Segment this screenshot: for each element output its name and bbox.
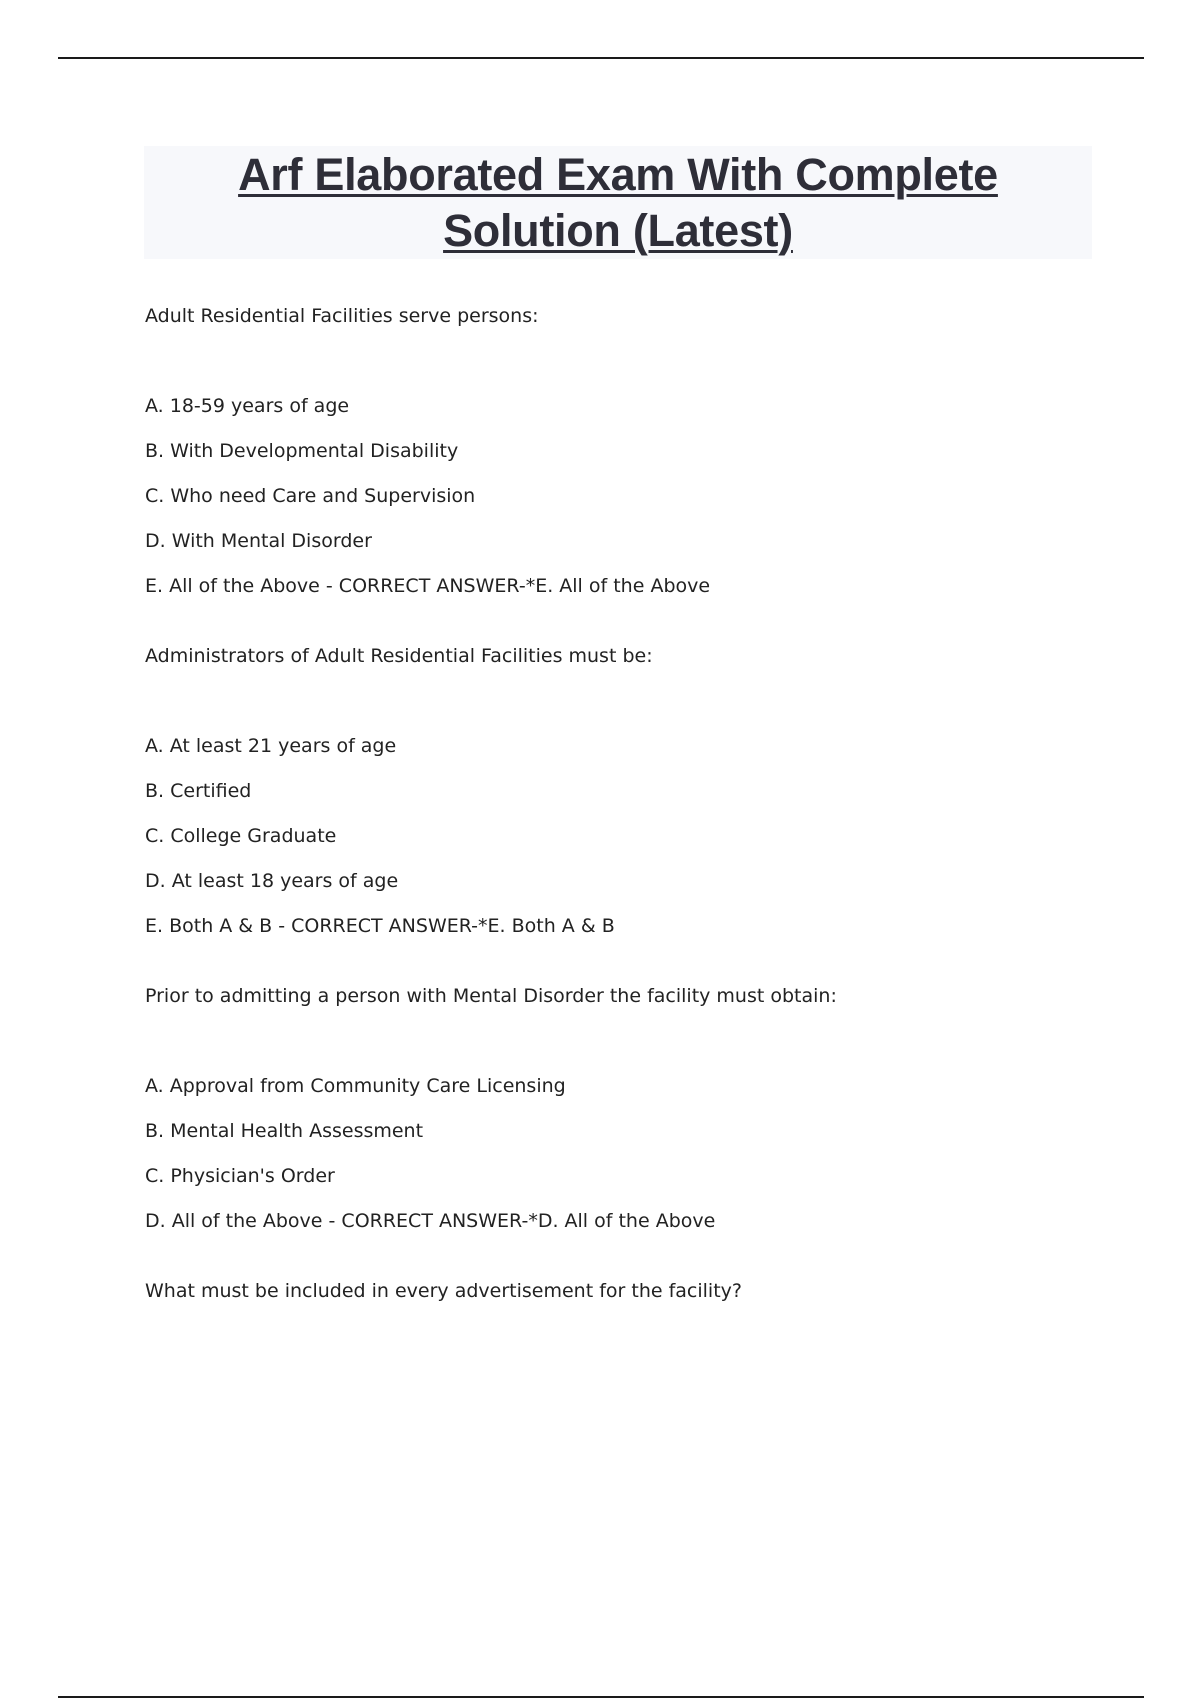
header-rule <box>58 57 1144 59</box>
answer-option-correct: D. All of the Above - CORRECT ANSWER-*D. All of the Above <box>145 1210 716 1232</box>
answer-options <box>145 1073 1145 1234</box>
question-text: What must be included in every advertisement for the facility? <box>145 1280 742 1302</box>
answer-option: A. Approval from Community Care Licensing <box>145 1075 566 1097</box>
answer-option: A. 18-59 years of age <box>145 395 350 417</box>
answer-option: C. College Graduate <box>145 825 337 847</box>
question-text: Administrators of Adult Residential Facilities must be: <box>145 645 653 667</box>
answer-options <box>145 393 1145 599</box>
answer-option: B. Mental Health Assessment <box>145 1120 424 1142</box>
answer-option: C. Who need Care and Supervision <box>145 485 476 507</box>
document-title: Arf Elaborated Exam With Complete Solution (Latest) <box>238 148 998 256</box>
answer-option: C. Physician's Order <box>145 1165 335 1187</box>
answer-option: A. At least 21 years of age <box>145 735 397 757</box>
title-banner <box>144 146 1092 259</box>
answer-option-correct: E. All of the Above - CORRECT ANSWER-*E. All of the Above <box>145 575 711 597</box>
question-block <box>145 1278 1145 1304</box>
question-block <box>145 983 1145 1234</box>
document-body <box>145 303 1145 1368</box>
answer-options <box>145 733 1145 939</box>
question-text: Prior to admitting a person with Mental Disorder the facility must obtain: <box>145 985 837 1007</box>
question-block <box>145 303 1145 599</box>
answer-option-correct: E. Both A & B - CORRECT ANSWER-*E. Both A & B <box>145 915 615 937</box>
answer-option: D. At least 18 years of age <box>145 870 399 892</box>
answer-option: D. With Mental Disorder <box>145 530 372 552</box>
question-text: Adult Residential Facilities serve persons: <box>145 305 539 327</box>
answer-option: B. Certified <box>145 780 252 802</box>
footer-rule <box>58 1696 1144 1698</box>
answer-option: B. With Developmental Disability <box>145 440 459 462</box>
question-block <box>145 643 1145 939</box>
